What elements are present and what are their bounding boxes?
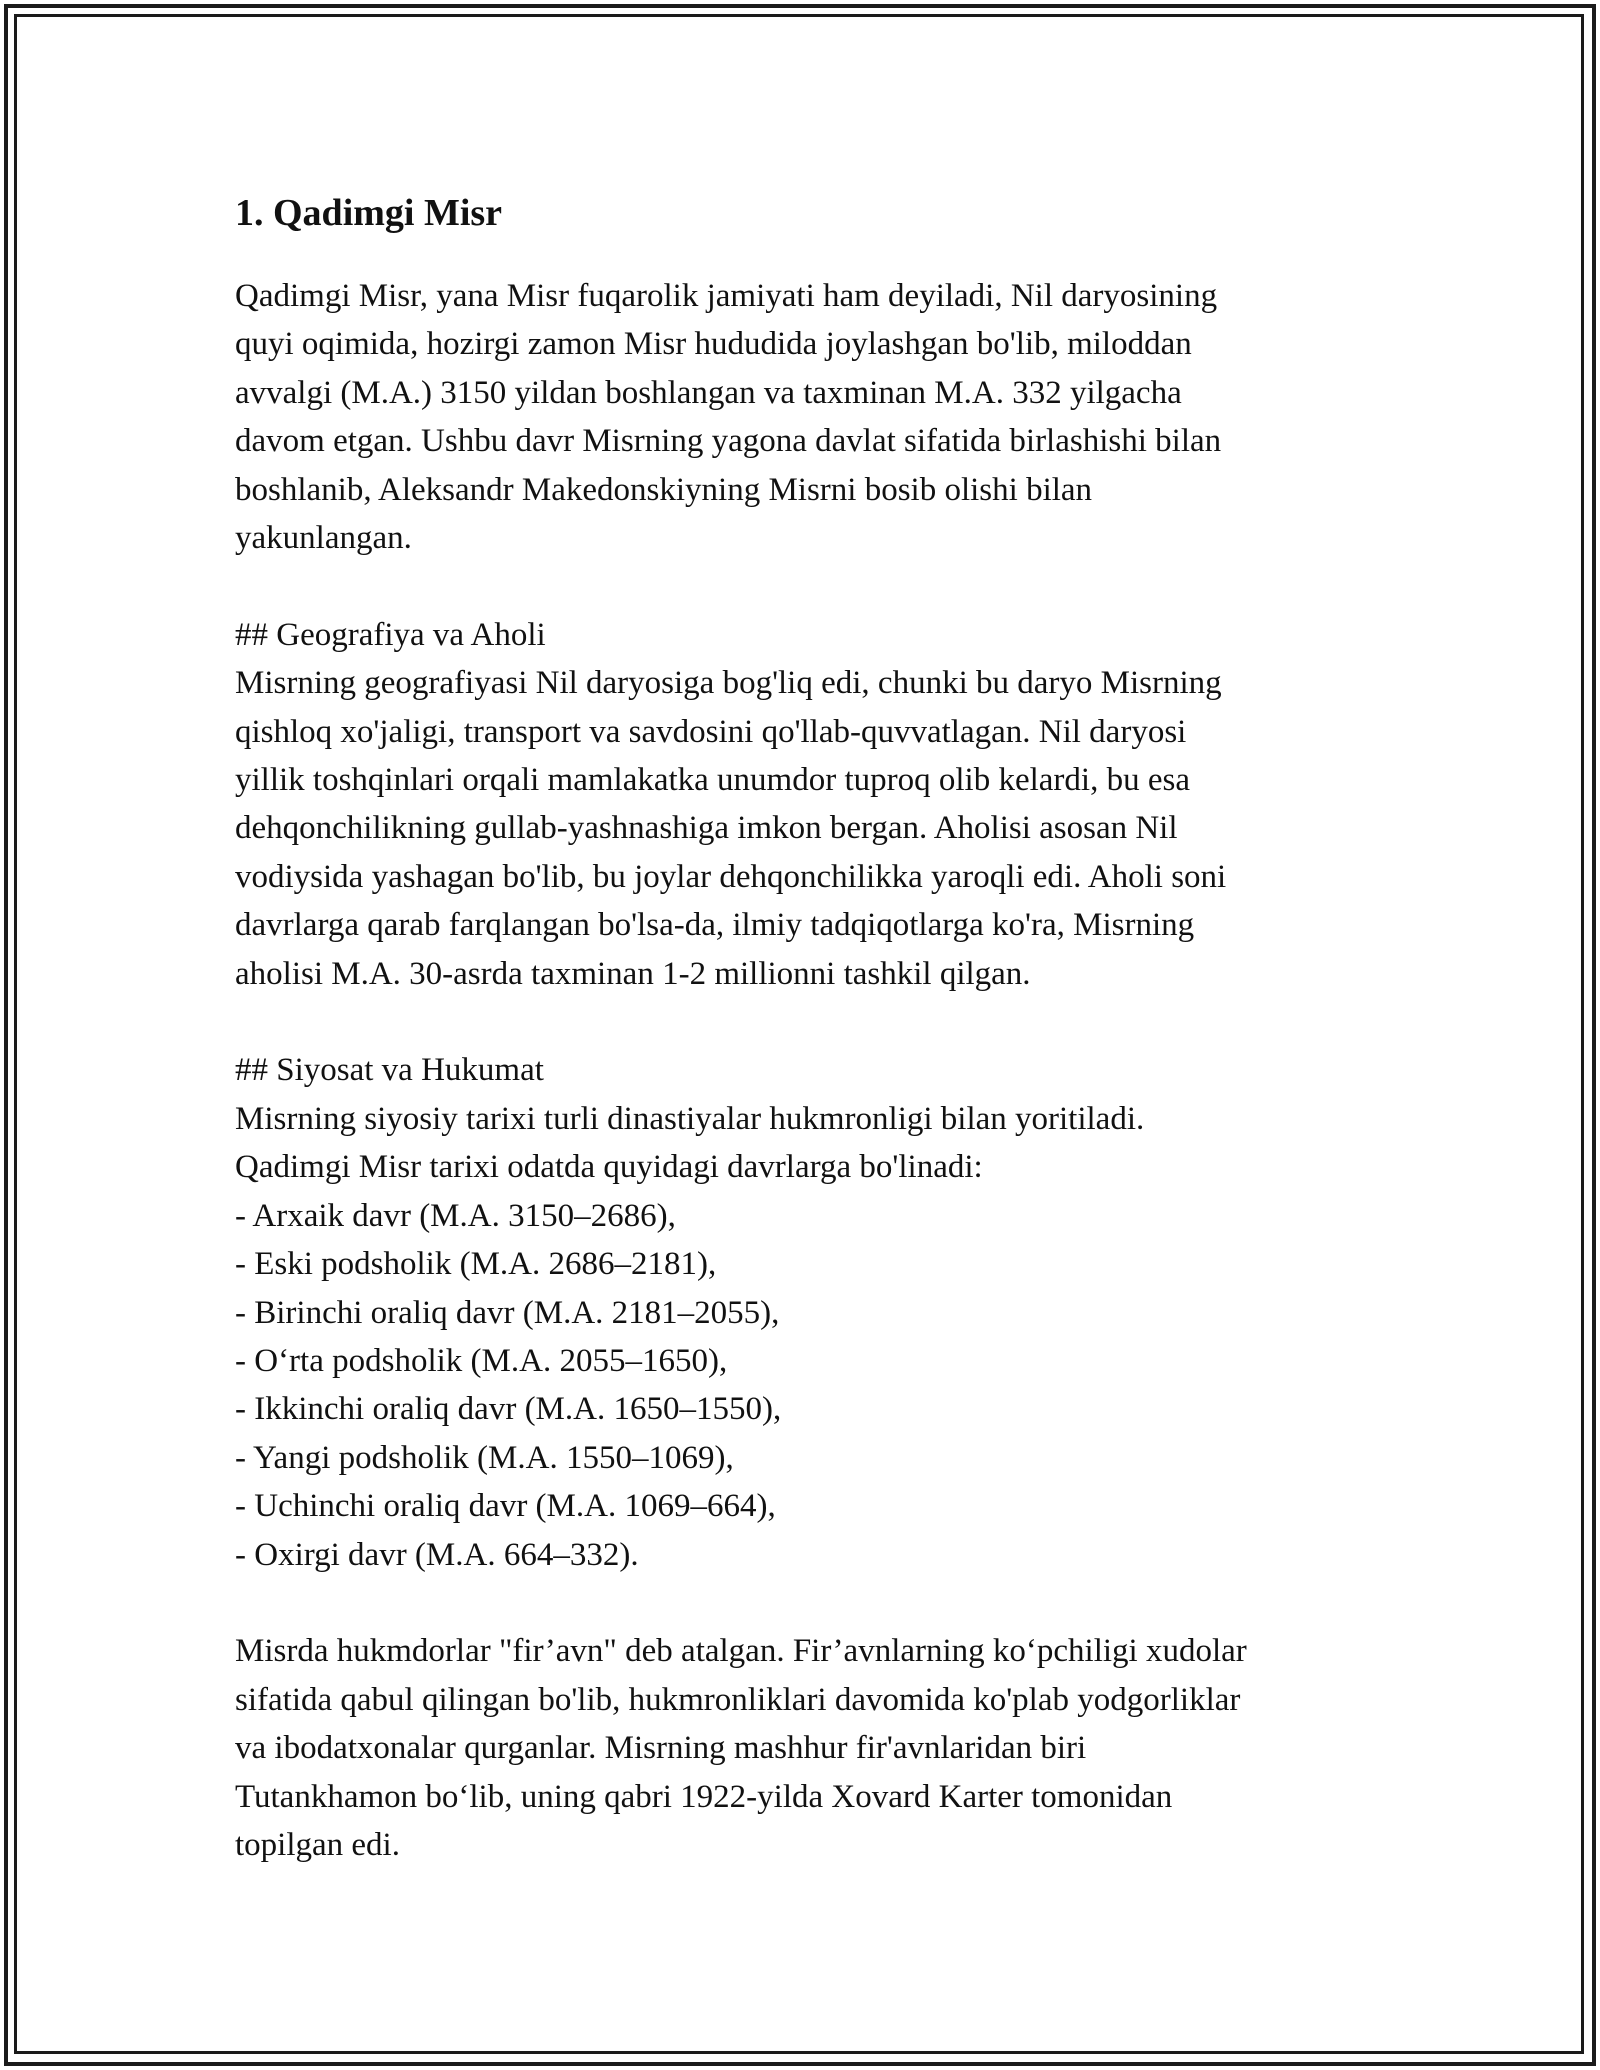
text-line: Misrda hukmdorlar "fir’avn" deb atalgan. Fir’avnlarning ko‘pchiligi xudolar bbox=[235, 1633, 1247, 1670]
blank-line bbox=[235, 998, 1395, 1046]
period-list-item: - Eski podsholik (M.A. 2686–2181), bbox=[235, 1246, 717, 1283]
pharaohs-paragraph bbox=[235, 1627, 1395, 1869]
blank-line bbox=[235, 1579, 1395, 1627]
intro-paragraph bbox=[235, 272, 1395, 562]
text-line: aholisi M.A. 30-asrda taxminan 1-2 millionni tashkil qilgan. bbox=[235, 955, 1031, 992]
section-heading-geography: ## Geografiya va Aholi bbox=[235, 616, 546, 653]
politics-section bbox=[235, 1046, 1395, 1578]
text-line: avvalgi (M.A.) 3150 yildan boshlangan va taxminan M.A. 332 yilgacha bbox=[235, 374, 1182, 411]
text-line: Misrning siyosiy tarixi turli dinastiyalar hukmronligi bilan yoritiladi. bbox=[235, 1100, 1145, 1137]
period-list-item: - Oxirgi davr (M.A. 664–332). bbox=[235, 1536, 639, 1573]
text-line: quyi oqimida, hozirgi zamon Misr hududida joylashgan bo'lib, miloddan bbox=[235, 326, 1192, 363]
text-line: topilgan edi. bbox=[235, 1826, 400, 1863]
text-line: Tutankhamon bo‘lib, uning qabri 1922-yilda Xovard Karter tomonidan bbox=[235, 1778, 1173, 1815]
text-line: davom etgan. Ushbu davr Misrning yagona davlat sifatida birlashishi bilan bbox=[235, 423, 1222, 460]
period-list-item: - Ikkinchi oraliq davr (M.A. 1650–1550), bbox=[235, 1391, 782, 1428]
document-page bbox=[235, 188, 1395, 1869]
period-list-item: - Yangi podsholik (M.A. 1550–1069), bbox=[235, 1439, 734, 1476]
text-line: yillik toshqinlari orqali mamlakatka unumdor tuproq olib kelardi, bu esa bbox=[235, 762, 1190, 799]
text-line: va ibodatxonalar qurganlar. Misrning mashhur fir'avnlaridan biri bbox=[235, 1730, 1087, 1767]
period-list-item: - Arxaik davr (M.A. 3150–2686), bbox=[235, 1197, 676, 1234]
period-list-item: - O‘rta podsholik (M.A. 2055–1650), bbox=[235, 1342, 728, 1379]
text-line: vodiysida yashagan bo'lib, bu joylar dehqonchilikka yaroqli edi. Aholi soni bbox=[235, 858, 1227, 895]
period-list-item: - Uchinchi oraliq davr (M.A. 1069–664), bbox=[235, 1488, 776, 1525]
text-line: Qadimgi Misr, yana Misr fuqarolik jamiyati ham deyiladi, Nil daryosining bbox=[235, 278, 1218, 314]
text-line: qishloq xo'jaligi, transport va savdosini qo'llab-quvvatlagan. Nil daryosi bbox=[235, 713, 1187, 750]
text-line: yakunlangan. bbox=[235, 520, 412, 557]
text-line: Misrning geografiyasi Nil daryosiga bog'liq edi, chunki bu daryo Misrning bbox=[235, 665, 1222, 702]
text-line: Qadimgi Misr tarixi odatda quyidagi davrlarga bo'linadi: bbox=[235, 1149, 983, 1186]
text-line: davrlarga qarab farqlangan bo'lsa-da, ilmiy tadqiqotlarga ko'ra, Misrning bbox=[235, 907, 1195, 944]
page-title: 1. Qadimgi Misr bbox=[235, 192, 503, 234]
section-heading-politics: ## Siyosat va Hukumat bbox=[235, 1052, 544, 1089]
geography-section bbox=[235, 611, 1395, 998]
blank-line bbox=[235, 562, 1395, 610]
text-line: boshlanib, Aleksandr Makedonskiyning Misrni bosib olishi bilan bbox=[235, 471, 1093, 508]
text-line: dehqonchilikning gullab-yashnashiga imkon bergan. Aholisi asosan Nil bbox=[235, 810, 1178, 847]
period-list-item: - Birinchi oraliq davr (M.A. 2181–2055), bbox=[235, 1294, 780, 1331]
text-line: sifatida qabul qilingan bo'lib, hukmronliklari davomida ko'plab yodgorliklar bbox=[235, 1681, 1241, 1718]
